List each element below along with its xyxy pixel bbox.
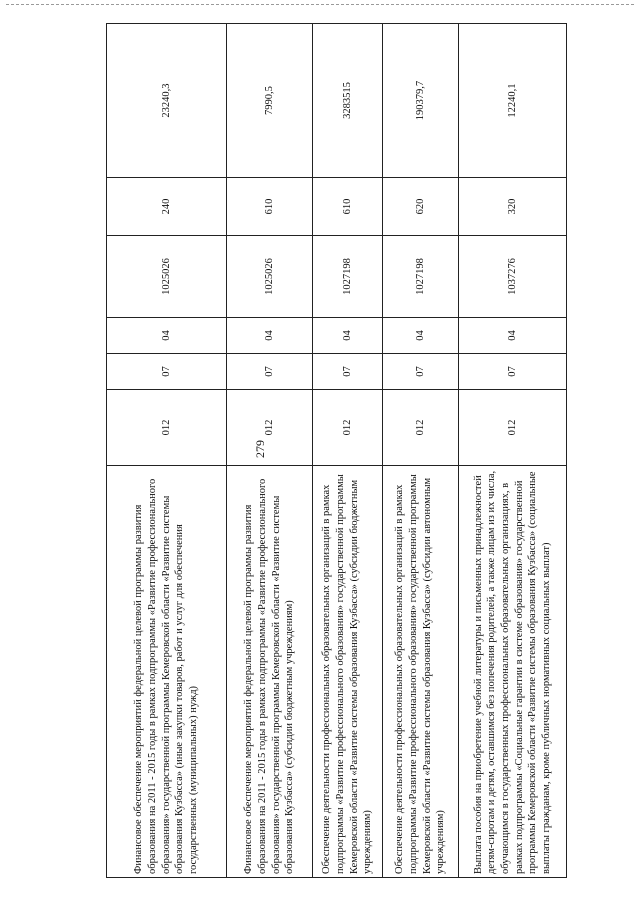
cell-description: Обеспечение деятельности профессиональных образовательных организаций в рамках подпрограммы «Развитие профессионального образования» государственной программы Кемеровской области «Развитие системы образования Кузбасса» (субсидии бюджетным учреждениям) (313, 466, 383, 878)
cell-amount: 7990,5 (227, 24, 313, 178)
cell-target-article: 1037276 (459, 236, 567, 318)
cell-description: Финансовое обеспечение мероприятий федеральной целевой программы развития образования на 2011 - 2015 годы в рамках подпрограммы «Развитие профессионального образования» государственной программы Кемеровской области «Развитие системы образования Кузбасса» (иные закупки товаров, работ и услуг для обеспечения государственных (муниципальных) нужд) (107, 466, 227, 878)
cell-expense-type: 620 (383, 178, 459, 236)
cell-ministry-code: 012 (313, 390, 383, 466)
cell-target-article: 1025026 (107, 236, 227, 318)
cell-amount: 190379,7 (383, 24, 459, 178)
table-row (313, 24, 383, 878)
cell-description: Финансовое обеспечение мероприятий федеральной целевой программы развития образования на 2011 - 2015 годы в рамках подпрограммы «Развитие профессионального образования» государственной программы Кемеровской области «Развитие системы образования Кузбасса» (субсидии бюджетным учреждениям) (227, 466, 313, 878)
cell-subsection: 04 (459, 318, 567, 354)
cell-ministry-code: 012 (459, 390, 567, 466)
page-number: 279 (253, 440, 267, 458)
budget-table-rotated (106, 24, 566, 878)
cell-subsection: 04 (383, 318, 459, 354)
cell-section: 07 (227, 354, 313, 390)
cell-subsection: 04 (107, 318, 227, 354)
cell-ministry-code: 012 (107, 390, 227, 466)
cell-section: 07 (383, 354, 459, 390)
cell-section: 07 (107, 354, 227, 390)
cell-target-article: 1027198 (313, 236, 383, 318)
cell-expense-type: 610 (313, 178, 383, 236)
table-row (383, 24, 459, 878)
cell-expense-type: 240 (107, 178, 227, 236)
cell-target-article: 1027198 (383, 236, 459, 318)
cell-section: 07 (459, 354, 567, 390)
cell-ministry-code: 012 (227, 390, 313, 466)
budget-table (106, 23, 567, 878)
cell-description: Обеспечение деятельности профессиональных образовательных организаций в рамках подпрограммы «Развитие профессионального образования» государственной программы Кемеровской области «Развитие системы образования Кузбасса» (субсидии автономным учреждениям) (383, 466, 459, 878)
table-row (227, 24, 313, 878)
cell-subsection: 04 (313, 318, 383, 354)
table-row (107, 24, 227, 878)
cell-description: Выплата пособия на приобретение учебной литературы и письменных принадлежностей детям-сиротам и детям, оставшимся без попечения родителей, а также лицам из их числа, обучающимся в государственных профессиональных образовательных организациях, в рамках подпрограммы «Социальные гарантии в системе образования» государственной программы Кемеровской области «Развитие системы образования Кузбасса» (социальные выплаты гражданам, кроме публичных нормативных социальных выплат) (459, 466, 567, 878)
table-body (107, 24, 567, 878)
cell-amount: 3283515 (313, 24, 383, 178)
cell-target-article: 1025026 (227, 236, 313, 318)
cell-ministry-code: 012 (383, 390, 459, 466)
table-row (459, 24, 567, 878)
cell-section: 07 (313, 354, 383, 390)
cell-expense-type: 610 (227, 178, 313, 236)
cell-amount: 12240,1 (459, 24, 567, 178)
top-dashed-rule (6, 4, 634, 5)
cell-amount: 23240,3 (107, 24, 227, 178)
cell-expense-type: 320 (459, 178, 567, 236)
cell-subsection: 04 (227, 318, 313, 354)
